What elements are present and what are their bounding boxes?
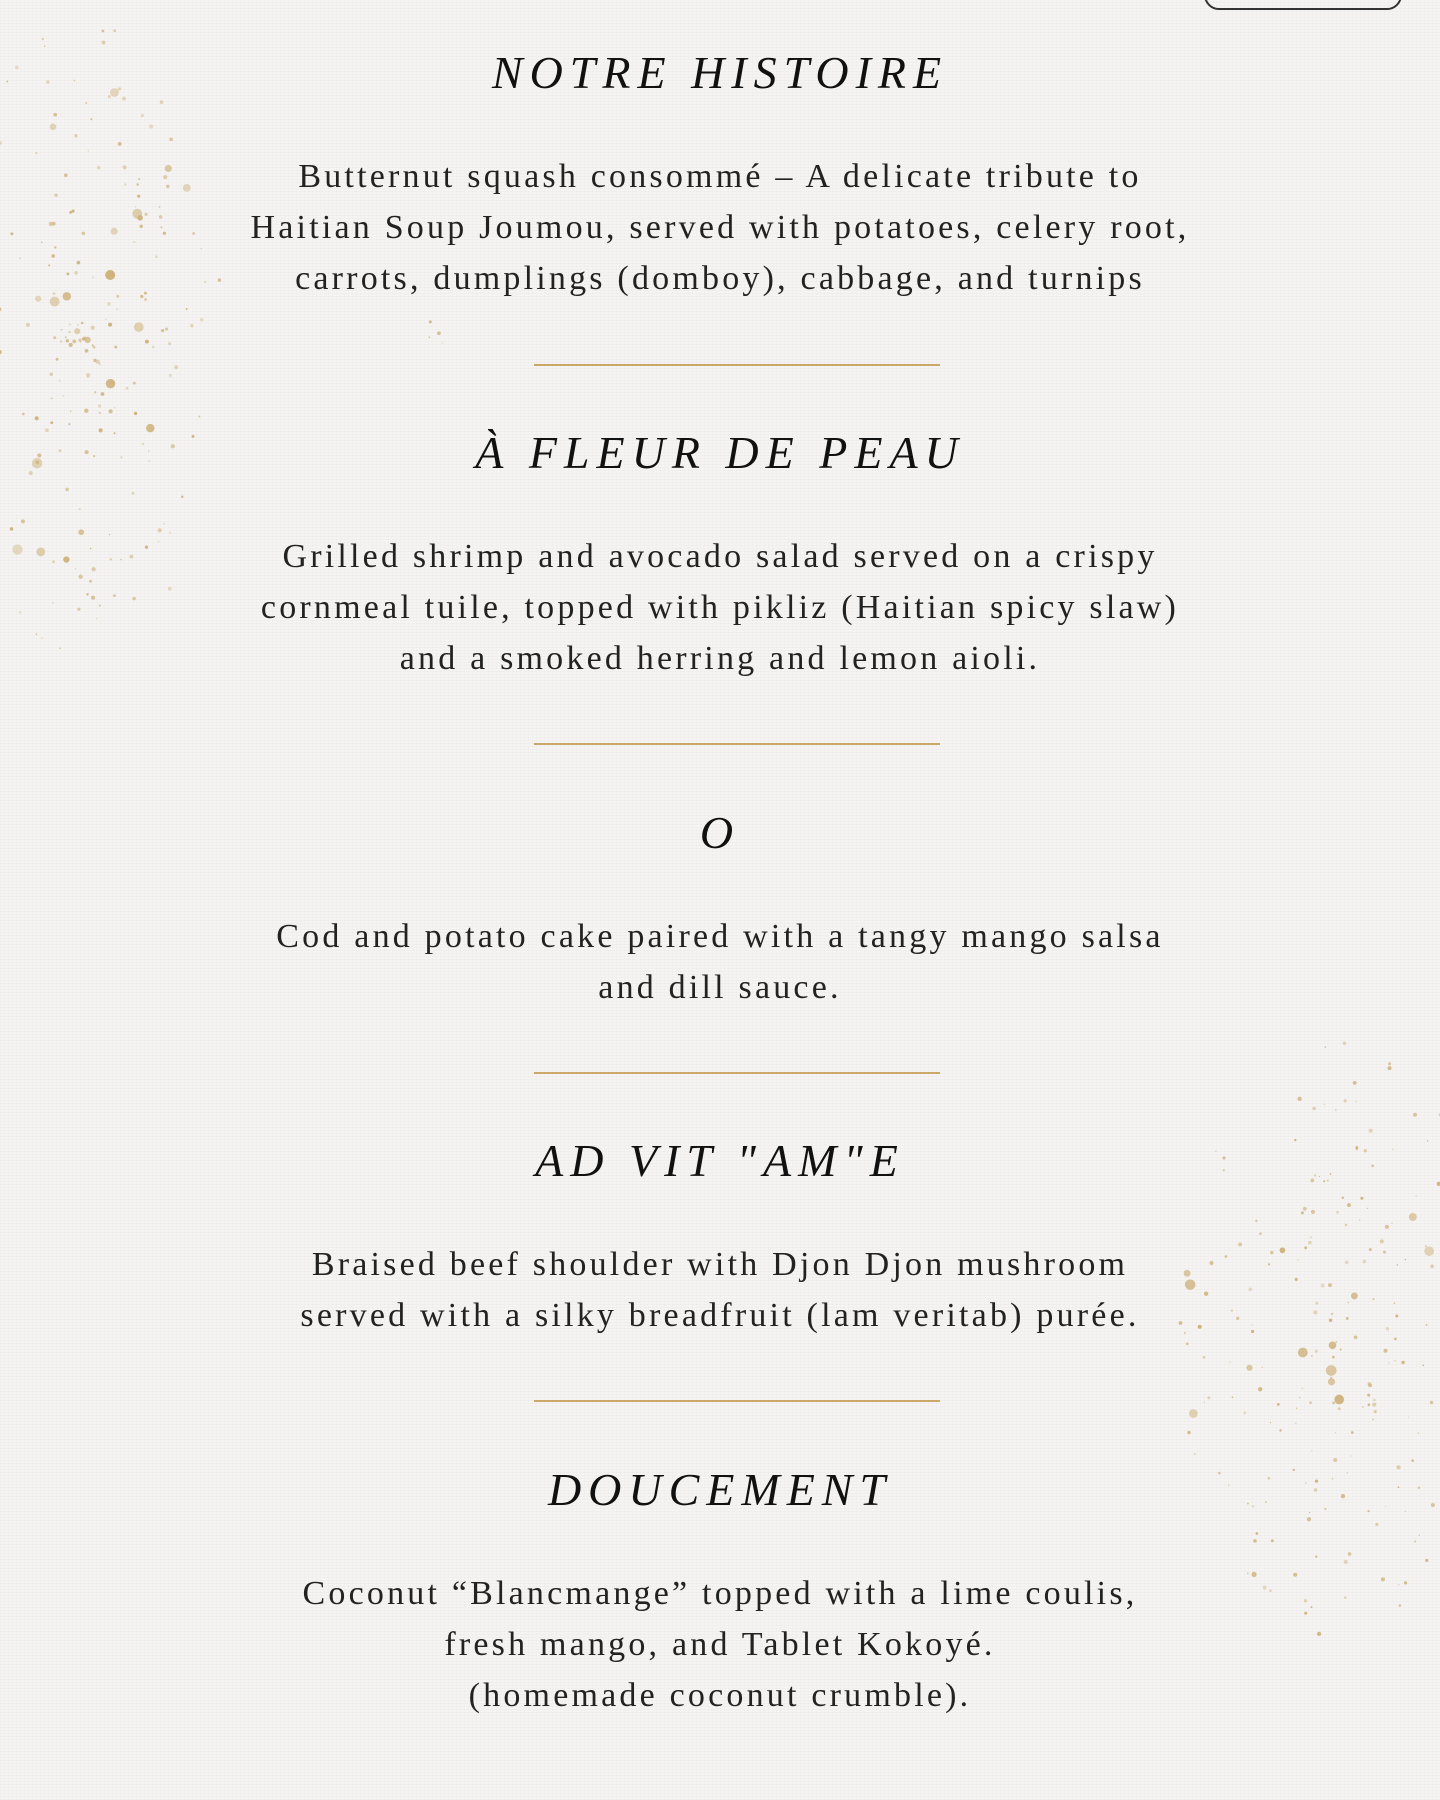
course-ad-vit-ame [0,1134,1440,1341]
description-line: fresh mango, and Tablet Kokoyé. [444,1626,996,1663]
course-title: DOUCEMENT [547,1464,893,1515]
description-line: served with a silky breadfruit (lam veritab) purée. [300,1297,1140,1334]
description-line: carrots, dumplings (domboy), cabbage, and turnips [295,260,1145,297]
course-a-fleur-de-peau [0,426,1440,684]
description-line: Butternut squash consommé – A delicate tribute to [298,158,1142,195]
course-notre-histoire [0,46,1440,304]
course-description [0,911,1440,1013]
divider [534,364,940,366]
course-description [0,151,1440,304]
top-right-button[interactable] [1204,0,1402,10]
description-line: Haitian Soup Joumou, served with potatoes, celery root, [250,209,1190,246]
description-line: and a smoked herring and lemon aioli. [399,640,1041,677]
course-title: O [699,807,741,858]
description-line: (homemade coconut crumble). [468,1677,972,1714]
description-line: Grilled shrimp and avocado salad served on a crispy [282,538,1158,575]
divider [534,1072,940,1074]
course-title: NOTRE HISTOIRE [491,47,949,98]
divider [534,743,940,745]
description-line: Braised beef shoulder with Djon Djon mushroom [311,1246,1129,1283]
course-description [0,1239,1440,1341]
course-title: À FLEUR DE PEAU [475,427,965,478]
course-description [0,1568,1440,1721]
course-doucement [0,1463,1440,1721]
course-title: AD VIT "AM"E [535,1135,905,1186]
description-line: Cod and potato cake paired with a tangy mango salsa [276,918,1164,955]
course-description [0,531,1440,684]
divider [534,1400,940,1402]
course-o [0,806,1440,1013]
description-line: cornmeal tuile, topped with pikliz (Haitian spicy slaw) [260,589,1180,626]
description-line: and dill sauce. [598,969,842,1006]
description-line: Coconut “Blancmange” topped with a lime coulis, [302,1575,1138,1612]
